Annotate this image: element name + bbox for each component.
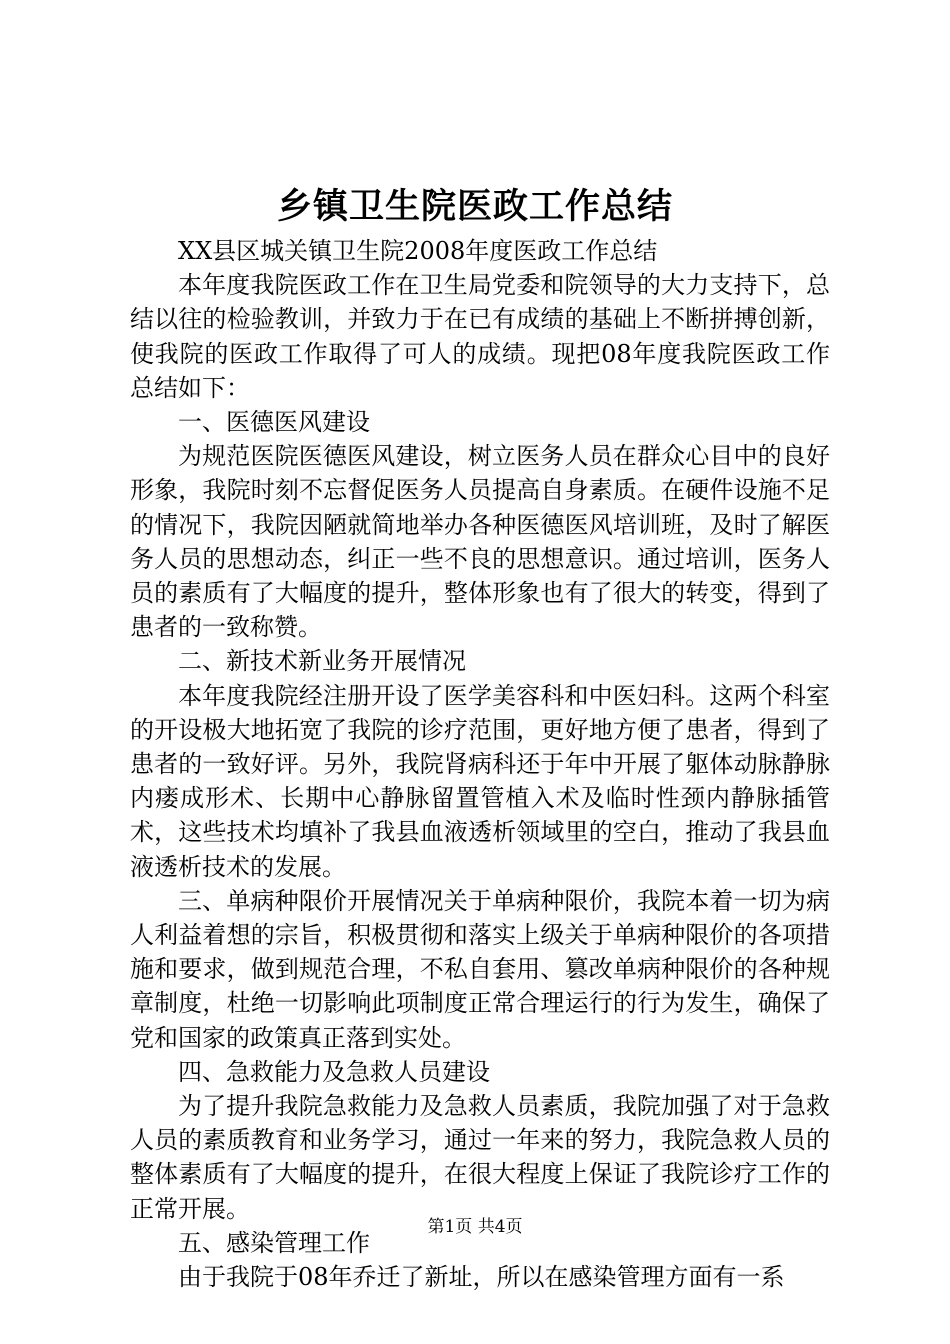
paragraph-section-3: 三、单病种限价开展情况关于单病种限价，我院本着一切为病人利益着想的宗旨，积极贯彻和落实上级关于单病种限价的各项措施和要求，做到规范合理，不私自套用、篡改单病种限价的各种规章制度，杜绝一切影响此项制度正常合理运行的行为发生，确保了党和国家的政策真正落到实处。 [130, 886, 830, 1052]
section-heading-2: 二、新技术新业务开展情况 [178, 647, 466, 676]
document-body [130, 234, 830, 1294]
paragraph-heading-line: XX县区城关镇卫生院2008年度医政工作总结 [178, 237, 658, 265]
paragraph-intro: 本年度我院医政工作在卫生局党委和院领导的大力支持下，总结以往的检验教训，并致力于在已有成绩的基础上不断拼搏创新，使我院的医政工作取得了可人的成绩。现把08年度我院医政工作总结如下： [130, 271, 830, 402]
paragraph-section-4: 为了提升我院急救能力及急救人员素质，我院加强了对于急救人员的素质教育和业务学习，通过一年来的努力，我院急救人员的整体素质有了大幅度的提升，在很大程度上保证了我院诊疗工作的正常开展。 [130, 1092, 830, 1223]
section-heading-4: 四、急救能力及急救人员建设 [178, 1057, 490, 1086]
section-heading-5: 五、感染管理工作 [178, 1228, 370, 1257]
section-heading-1: 一、医德医风建设 [178, 408, 370, 437]
document-title: 乡镇卫生院医政工作总结 [276, 186, 673, 227]
page-number-footer: 第1页 共4页 [427, 1217, 523, 1237]
paragraph-section-2: 本年度我院经注册开设了医学美容科和中医妇科。这两个科室的开设极大地拓宽了我院的诊疗范围，更好地方便了患者，得到了患者的一致好评。另外，我院肾病科还于年中开展了躯体动脉静脉内瘘成形术、长期中心静脉留置管植入术及临时性颈内静脉插管术，这些技术均填补了我县血液透析领域里的空白，推动了我县血液透析技术的发展。 [130, 681, 830, 881]
paragraph-section-5: 由于我院于08年乔迁了新址，所以在感染管理方面有一系 [178, 1263, 785, 1292]
paragraph-section-1: 为规范医院医德医风建设，树立医务人员在群众心目中的良好形象，我院时刻不忘督促医务人员提高自身素质。在硬件设施不足的情况下，我院因陋就简地举办各种医德医风培训班，及时了解医务人员的思想动态，纠正一些不良的思想意识。通过培训，医务人员的素质有了大幅度的提升，整体形象也有了很大的转变，得到了患者的一致称赞。 [130, 442, 830, 642]
